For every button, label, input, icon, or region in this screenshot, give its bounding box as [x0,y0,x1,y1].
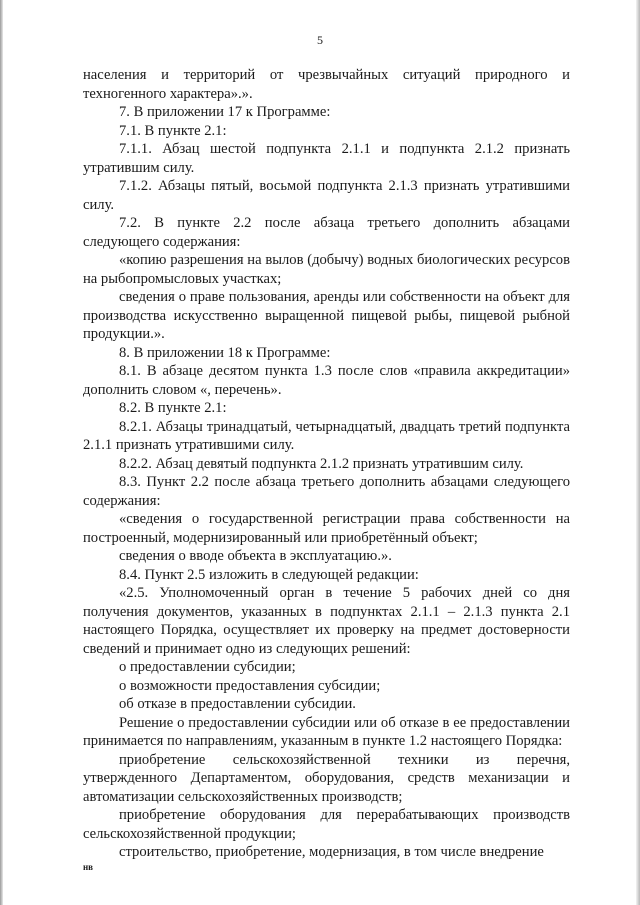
document-paragraph: 8.2. В пункте 2.1: [119,400,227,416]
document-paragraph: «копию разрешения на вылов (добычу) водных биологических ресурсов на рыбопромысловых участках; [83,252,570,287]
document-paragraph: «2.5. Уполномоченный орган в течение 5 рабочих дней со дня получения документов, указанных в подпунктах 2.1.1 – 2.1.3 пункта 2.1 настоящего Порядка, осуществляет их проверку на предмет достоверности сведений и принимает одно из следующих решений: [83,585,570,657]
document-paragraph: «сведения о государственной регистрации права собственности на построенный, модернизированный или приобретённый объект; [83,511,570,546]
document-paragraph: приобретение оборудования для перерабатывающих производств сельскохозяйственной продукции; [83,807,570,842]
document-paragraph: об отказе в предоставлении субсидии. [119,696,356,712]
document-paragraph: 8. В приложении 18 к Программе: [119,344,331,361]
document-paragraph: строительство, приобретение, модернизация, в том числе внедрение [119,844,544,860]
document-paragraph: приобретение сельскохозяйственной техники из перечня, утвержденного Департаментом, оборудования, средств механизации и автоматизации сельскохозяйственных производств; [83,751,570,805]
page-number: 5 [317,33,323,47]
document-paragraph: 7.1. В пункте 2.1: [119,122,227,139]
document-body [83,66,570,862]
document-paragraph: сведения о праве пользования, аренды или собственности на объект для производства искусственно выращенной пищевой рыбы, пищевой рыбной продукции.». [83,289,570,342]
document-paragraph: 7. В приложении 17 к Программе: [119,104,331,120]
document-paragraph: 8.2.2. Абзац девятый подпункта 2.1.2 признать утратившим силу. [119,455,524,472]
document-paragraph: сведения о вводе объекта в эксплуатацию.». [119,548,392,564]
document-paragraph: 8.2.1. Абзацы тринадцатый, четырнадцатый, двадцать третий подпункта 2.1.1 признать утратившими силу. [83,418,570,453]
scan-edge-left [0,0,3,905]
document-paragraph: Решение о предоставлении субсидии или об отказе в ее предоставлении принимается по направлениям, указанным в пункте 1.2 настоящего Порядка: [83,714,570,749]
document-paragraph: 7.2. В пункте 2.2 после абзаца третьего дополнить абзацами следующего содержания: [83,215,570,250]
document-paragraph: 7.1.1. Абзац шестой подпункта 2.1.1 и подпункта 2.1.2 признать утратившим силу. [83,141,570,176]
document-paragraph: 7.1.2. Абзацы пятый, восьмой подпункта 2.1.3 признать утратившими силу. [83,178,570,213]
document-paragraph: 8.1. В абзаце десятом пункта 1.3 после слов «правила аккредитации» дополнить словом «, перечень». [83,363,570,398]
document-paragraph: о возможности предоставления субсидии; [119,677,381,694]
footer-mark: нв [83,862,94,872]
document-paragraph: о предоставлении субсидии; [119,659,296,675]
document-paragraph: 8.3. Пункт 2.2 после абзаца третьего дополнить абзацами следующего содержания: [83,474,570,509]
document-paragraph: 8.4. Пункт 2.5 изложить в следующей редакции: [119,566,419,583]
scan-edge-right [636,0,640,905]
document-paragraph: населения и территорий от чрезвычайных ситуаций природного и техногенного характера».». [83,67,570,102]
